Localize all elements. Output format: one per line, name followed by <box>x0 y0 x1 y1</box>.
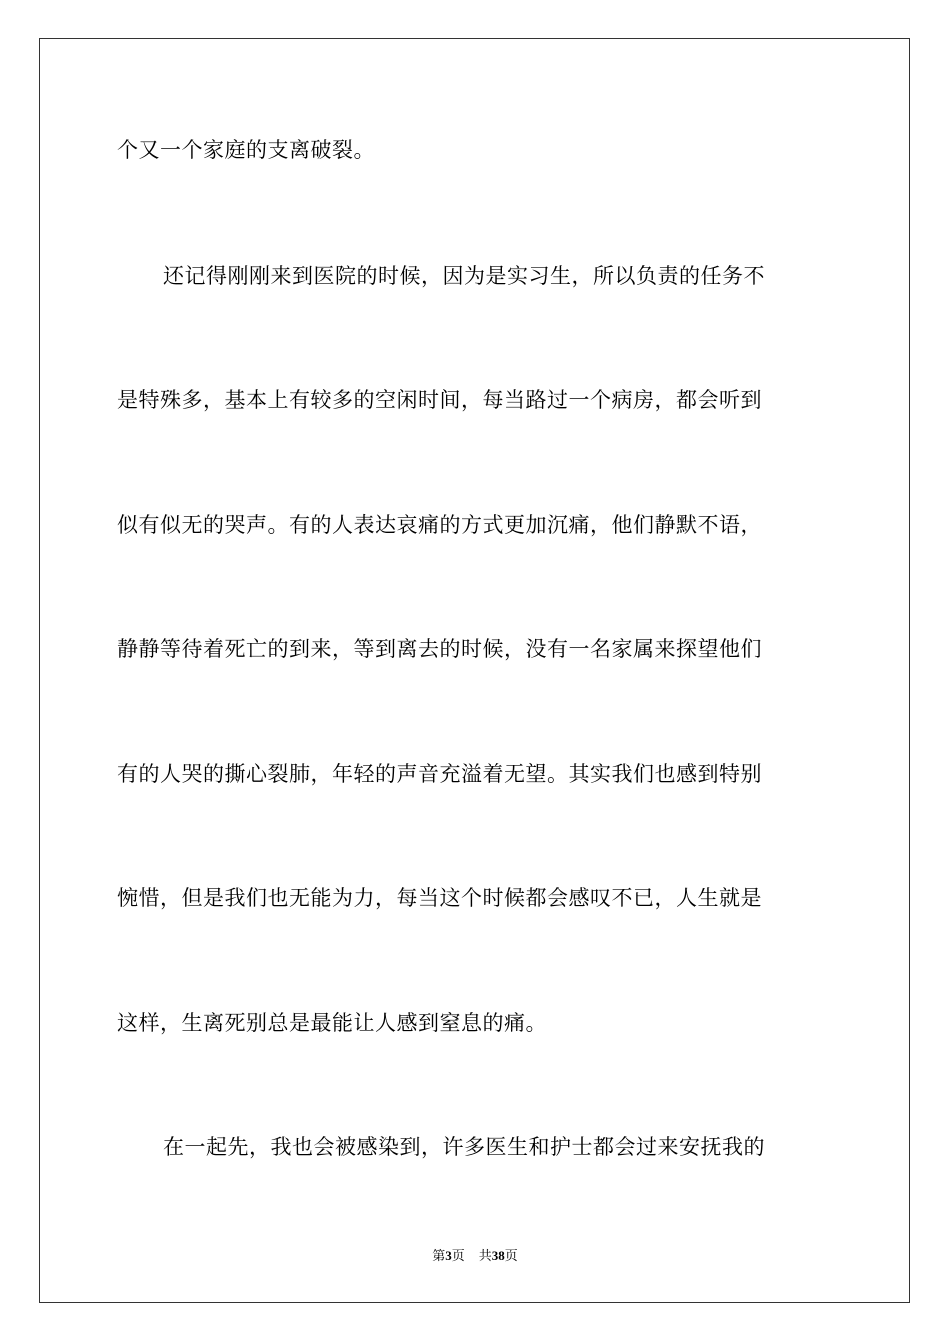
paragraph-start-line: 还记得刚刚来到医院的时候，因为是实习生，所以负责的任务不 <box>163 264 765 288</box>
text-line: 是特殊多，基本上有较多的空闲时间，每当路过一个病房，都会听到 <box>117 388 762 412</box>
current-page-number: 3 <box>445 1248 452 1263</box>
text-line: 惋惜，但是我们也无能为力，每当这个时候都会感叹不已，人生就是 <box>117 886 762 910</box>
total-suffix: 页 <box>504 1249 518 1264</box>
text-line: 个又一个家庭的支离破裂。 <box>117 138 375 162</box>
text-line: 静静等待着死亡的到来，等到离去的时候，没有一名家属来探望他们 <box>117 637 762 661</box>
text-line: 有的人哭的撕心裂肺，年轻的声音充溢着无望。其实我们也感到特别 <box>117 762 762 786</box>
text-line: 似有似无的哭声。有的人表达哀痛的方式更加沉痛，他们静默不语， <box>117 513 762 537</box>
page-footer <box>0 1247 950 1266</box>
page-prefix: 第 <box>432 1249 446 1264</box>
total-pages-number: 38 <box>491 1248 505 1263</box>
paragraph-start-line: 在一起先，我也会被感染到，许多医生和护士都会过来安抚我的 <box>163 1135 765 1159</box>
page-border <box>39 38 910 1303</box>
text-line: 这样，生离死别总是最能让人感到窒息的痛。 <box>117 1011 547 1035</box>
total-prefix: 共 <box>478 1249 492 1264</box>
page-suffix: 页 <box>451 1249 465 1264</box>
